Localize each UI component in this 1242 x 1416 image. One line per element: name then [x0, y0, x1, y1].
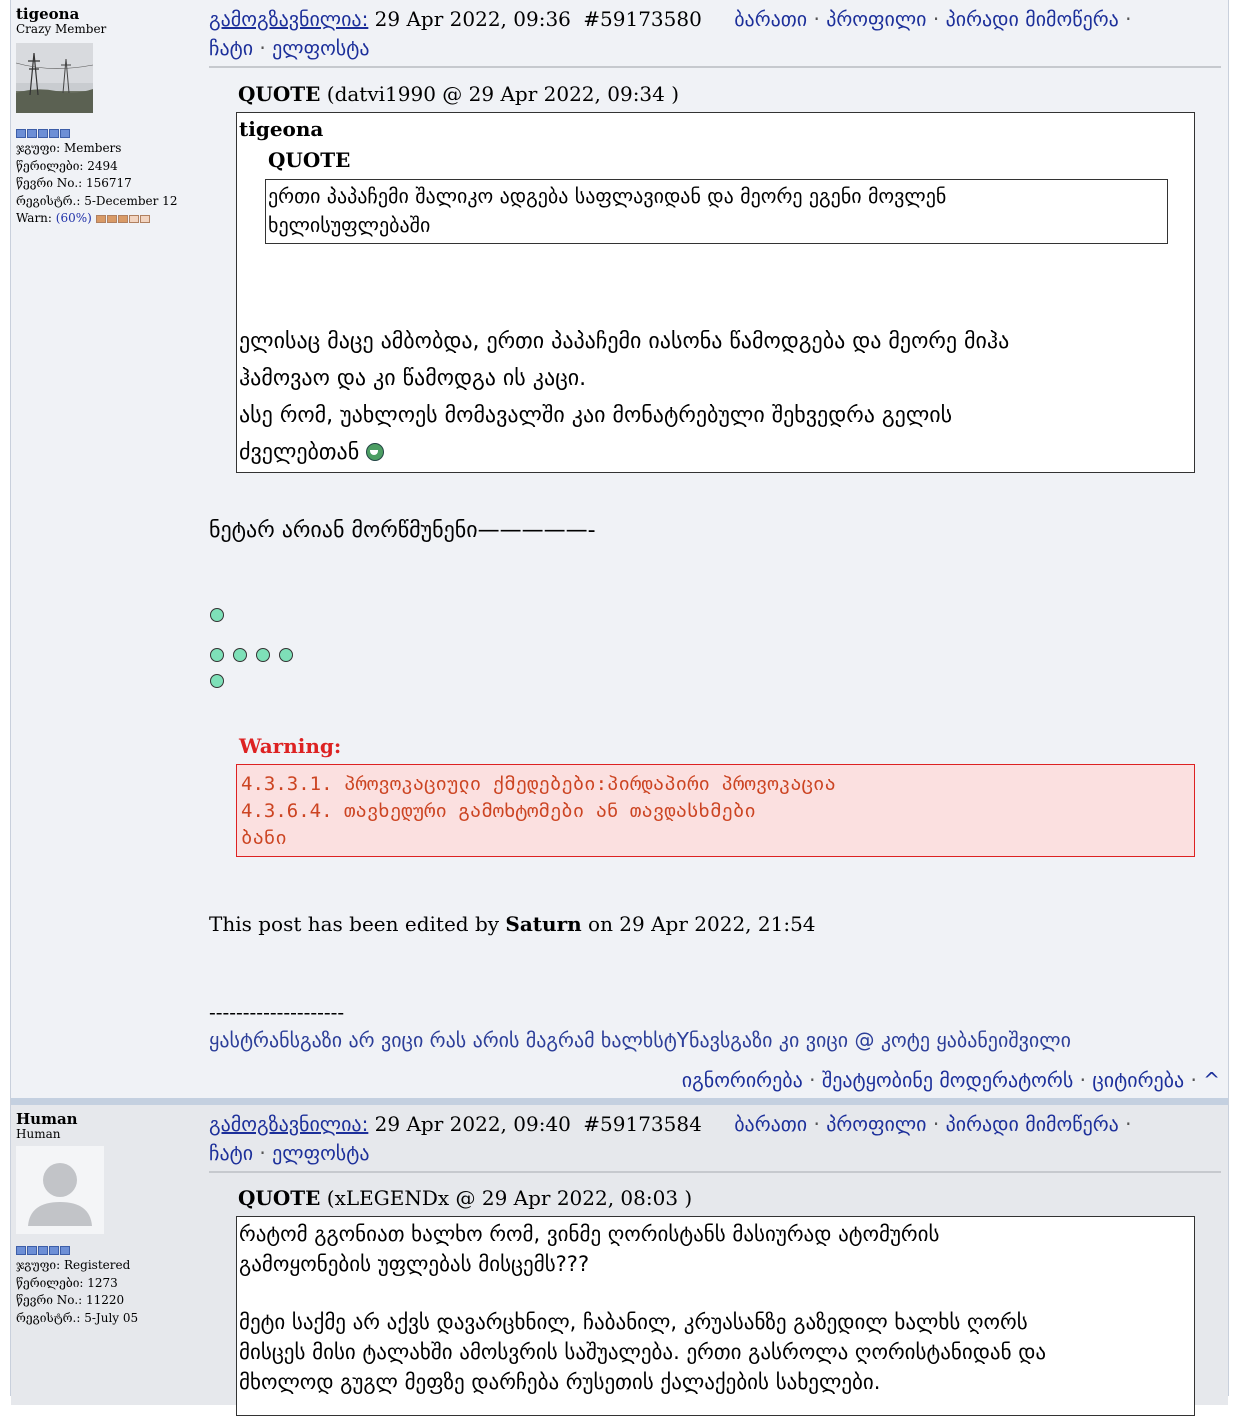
posted-link[interactable]: გამოგზავნილია: [209, 7, 369, 31]
post-bottom-actions: იგნორირება · შეატყობინე მოდერატორს · ციტირება · ^ [681, 1068, 1220, 1092]
report-link[interactable]: შეატყობინე მოდერატორს [821, 1068, 1074, 1092]
post [11, 0, 1228, 1098]
author-name[interactable]: Human [16, 1110, 78, 1128]
post-id: #59173584 [583, 1112, 702, 1136]
post-actions: ბარათი · პროფილი · პირადი მიმოწერა · ჩატი · ელფოსტა [209, 1112, 1132, 1165]
avatar [16, 1146, 104, 1234]
post-date: 29 Apr 2022, 09:40 [368, 1112, 571, 1136]
dot-icon [233, 648, 247, 662]
post-content [205, 0, 1228, 1098]
quote-text: ელისაც მაცე ამბობდა, ერთი პაპაჩემი იასონა წამოდგება და მეორე მიჰა ჰამოვაო და კი წამოდგა ის კაცი. ასე რომ, უახლოეს მომავალში კაი მონატრებული შეხვედრა გელის ძველებთან [239, 329, 1010, 465]
quote-label: QUOTE (datvi1990 @ 29 Apr 2022, 09:34 ) [238, 82, 680, 106]
author-post-count: წერილები: 1273 [16, 1275, 118, 1290]
laugh-emoji-icon [366, 443, 384, 461]
warn-percent[interactable]: (60%) [55, 211, 92, 225]
post-header [209, 5, 1219, 63]
dot-icon [279, 648, 293, 662]
dot-icon [210, 608, 224, 622]
forum-thread [10, 0, 1229, 1396]
author-post-count: წერილები: 2494 [16, 158, 118, 173]
card-link[interactable]: ბარათი [734, 1112, 808, 1136]
quote-box [236, 112, 1195, 473]
author-sidebar [11, 0, 205, 1098]
author-registered: რეგისტრ.: 5-December 12 [16, 193, 178, 208]
quote-box: რატომ გგონიათ ხალხო რომ, ვინმე ღორისტანს მასიურად ატომურის გამოყონების უფლებას მისცემს??? მეტი საქმე არ აქვს დავარცხნილ, ჩაბანილ, კრუასანზე გაზედილ ხალხს ღორს მისცეს მისი ტალახში ამოსვრის საშუალება. ერთი გასროლა ღორისტანიდან და მხოლოდ გუგლ მეფზე დარჩება რუსეთის ქალაქების სახელები. [236, 1216, 1195, 1416]
signature: ყასტრანსგაზი არ ვიცი რას არის მაგრამ ხალხსტYნავსგაზი კი ვიცი @ კოტე ყაბანეიშვილი [209, 1028, 1071, 1052]
post-header [209, 1110, 1219, 1168]
inner-quote-author: tigeona [239, 117, 324, 141]
warn-level-bar [96, 215, 151, 223]
quote-label: QUOTE (xLEGENDx @ 29 Apr 2022, 08:03 ) [238, 1186, 693, 1210]
author-registered: რეგისტრ.: 5-July 05 [16, 1310, 139, 1325]
dot-icon [256, 648, 270, 662]
chat-link[interactable]: ჩატი [209, 1141, 254, 1165]
author-warn: Warn: (60%) [16, 210, 205, 228]
profile-link[interactable]: პროფილი [826, 7, 927, 31]
post-actions: ბარათი · პროფილი · პირადი მიმოწერა · ჩატი · ელფოსტა [209, 7, 1132, 60]
reply-text: ნეტარ არიან მორწმუნენი—————- [209, 518, 596, 543]
author-member-no: წევრი No.: 156717 [16, 176, 132, 190]
header-divider [209, 66, 1221, 68]
edited-note: This post has been edited by Saturn on 29 Apr 2022, 21:54 [209, 912, 816, 936]
post [11, 1105, 1228, 1405]
post-separator [11, 1098, 1228, 1105]
private-message-link[interactable]: პირადი მიმოწერა [945, 1112, 1119, 1136]
email-link[interactable]: ელფოსტა [272, 36, 370, 60]
quote-link[interactable]: ციტირება [1092, 1068, 1185, 1092]
editor-name: Saturn [505, 912, 582, 936]
private-message-link[interactable]: პირადი მიმოწერა [945, 7, 1119, 31]
post-content [205, 1105, 1228, 1405]
author-group: ჯგუფი: Members [16, 141, 122, 155]
email-link[interactable]: ელფოსტა [272, 1141, 370, 1165]
author-group: ჯგუფი: Registered [16, 1258, 131, 1272]
post-id: #59173580 [583, 7, 702, 31]
avatar [16, 43, 93, 113]
author-name[interactable]: tigeona [16, 5, 80, 23]
warning-box: 4.3.3.1. პროვოკაციული ქმედებები:პირდაპირი პროვოკაცია 4.3.6.4. თავხედური გამოხტომები ან თავდასხმები ბანი [236, 764, 1195, 857]
signature-divider: -------------------- [209, 1000, 345, 1024]
top-link[interactable]: ^ [1203, 1068, 1220, 1092]
inner-quote-label: QUOTE [268, 148, 351, 172]
profile-link[interactable]: პროფილი [826, 1112, 927, 1136]
author-sidebar [11, 1105, 205, 1405]
dot-icon [210, 674, 224, 688]
author-title: Human [16, 1127, 61, 1141]
chat-link[interactable]: ჩატი [209, 36, 254, 60]
card-link[interactable]: ბარათი [734, 7, 808, 31]
author-title: Crazy Member [16, 22, 107, 36]
rank-pips [16, 1246, 205, 1257]
dot-icon [210, 648, 224, 662]
post-date: 29 Apr 2022, 09:36 [368, 7, 571, 31]
header-divider [209, 1171, 1221, 1173]
ignore-link[interactable]: იგნორირება [681, 1068, 803, 1092]
rank-pips [16, 129, 205, 140]
warning-label: Warning: [239, 734, 342, 758]
author-member-no: წევრი No.: 11220 [16, 1293, 125, 1307]
inner-quote-box: ერთი პაპაჩემი შალიკო ადგება საფლავიდან და მეორე ეგენი მოვლენ ხელისუფლებაში [265, 179, 1168, 244]
posted-link[interactable]: გამოგზავნილია: [209, 1112, 369, 1136]
